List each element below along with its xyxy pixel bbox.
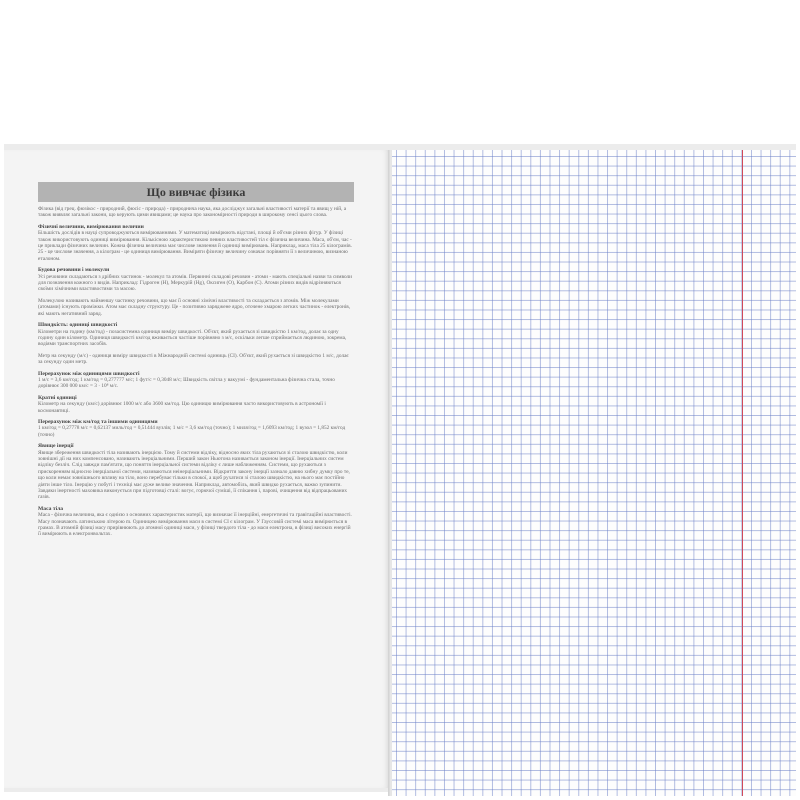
- page-title: Що вивчає фізика: [38, 182, 354, 202]
- margin-line: [742, 150, 743, 796]
- section-heading: Перерахунок між км/год та іншими одиницями: [38, 418, 158, 425]
- section-text: 1 км/год = 0,27778 м/с = 0,62137 миль/год = 0,51444 вузлів; 1 м/с = 3,6 км/год (точно); 1 миля/год = 1,6093 км/год; 1 вузол = 1,852 км/год (точно): [38, 425, 346, 438]
- section-text: Кілометр на секунду (км/с) дорівнює 1000 м/с або 3600 км/год. Цю одиницю вимірювання часто використовують в астрономії і космонавтиці.: [38, 401, 326, 414]
- section-text: Метр на секунду (м/с) - одиниця виміру швидкості в Міжнародній системі одиниць (СІ). Об'єкт, який рухається зі швидкістю 1 м/с, долає за секунду один метр.: [38, 352, 349, 366]
- section-heading: Перерахунок між одиницями швидкості: [38, 370, 140, 377]
- section-heading: Явище інерції: [38, 443, 74, 450]
- section-heading: Маса тіла: [38, 505, 64, 512]
- intro-paragraph: Фізика (від грец. фюзікос - природний, фюсіс - природа) - природнича наука, яка досліджує загальні властивості матерії та явищ у ній, а також виявляє загальні закони, що керують цими явищами; це наука про закономірності природи в широкому сенсі цього слова.: [38, 206, 347, 219]
- section-text: 1 м/с = 3,6 км/год; 1 км/год = 0,277777 м/с; 1 фут/с = 0,3048 м/с; Швидкість світла у вакуумі - фундаментальна фізична стала, точно дорівнює 300 000 км/с = 3 · 10⁸ м/с.: [38, 376, 335, 390]
- section-text: Усі речовини складаються з дрібних частинок - молекул та атомів. Первинні складові речовин - атоми - мають спеціальні назви та символи для позначення кожного з видів. Наприклад: Гідроген (Н), Меркурій (Hg), Оксиген (О), Карбон (С). Атоми різних видів відрізняються своїми хімічними властивостями та масою.: [38, 273, 352, 293]
- section-heading: Кратні одиниці: [38, 394, 77, 401]
- section-text: Більшість дослідів в науці супроводжуються вимірюваннями. У математиці вимірюють відстані, площі й об'єми різних фігур. У фізиці також використовують одиниці вимірювання. Кількісною характеристикою певних властивостей тіл є фізична величина. Маса, об'єм, час - це приклади фізичних величин. Кожна фізична величина має числове значення й одиниці вимірювань. Наприклад, маса тіла 25 кілограмів. 25 - це числове значення, а кілограм - це одиниця вимірювання. Виміряти фізичну величину означає порівняти її з величиною, визнаною еталоном.: [38, 230, 352, 262]
- section-heading: Будова речовини і молекули: [38, 267, 110, 274]
- text-content: [38, 206, 354, 538]
- section-text: Явище збереження швидкості тіла називають інерцією. Тому й системи відліку, відносно яких тіла рухаються зі сталою швидкістю, коли зовнішні дії на них компенсовано, називають інерціальними. Перший закон Ньютона називається законом інерції. Інерціальних систем відліку безліч. Слід завжди пам'ятати, що поняття інерціальної системи відліку є лише наближенням. Системи, що рухаються з прискоренням відносно інерціальної системи, називаються неінерціальними. Відкриття закону інерції зазнало давню хибну думку про те, що коли немає зовнішнього впливу на тіло, воно перебуває тільки в спокої, а щоб рухатися зі сталою швидкістю, на нього має постійно діяти інше тіло. Інерцію у побуті і техніці має дуже велике значення. Наприклад, автомобіль, який швидко рухається, важко зупинити. Завдяки інертності маховика виконується при підготовці сталі: вогує, горючої суміші, її спікання і, парові, очищення від відпрацьованих газів.: [38, 449, 350, 501]
- section-heading: Фізичні величини, вимірювання величин: [38, 223, 144, 230]
- section-heading: Швидкість: одиниці швидкості: [38, 322, 118, 329]
- section-text: Молекулою називають найменшу частинку речовини, що має її основні хімічні властивості та складається з атомів. Між молекулами (атомами) існують проміжки. Атом має складну структуру. Це - позитивно заряджене ядро, оточене хмарою легких частинок - електронів, які мають негативний заряд.: [38, 297, 351, 317]
- grid-page: [392, 150, 796, 796]
- section-text: Кілометри на годину (км/год) - позасистемна одиниця виміру швидкості. Об'єкт, який рухається зі швидкістю 1 км/год, долає за одну годину один кілометр. Одиниця швидкості км/год вживається частіше порівняно з м/с, оскільки легше сприймається людиною, зокрема, водіями транспортних засобів.: [38, 328, 347, 348]
- section-text: Маса - фізична величина, яка є однією з основних характеристик матерії, що визначає її інерційні, енергетичні та гравітаційні властивості. Масу позначають латинською літерою m. Одиницею вимірювання маси в системі СІ є кілограм. У Гауссовій системі маса вимірюється в грамах. В атомній фізиці масу прирівнюють до атомної одиниці маси, у фізиці твердого тіла - до маси електрона, в фізиці високих енергій її вимірюють в електронвольтах.: [38, 512, 352, 538]
